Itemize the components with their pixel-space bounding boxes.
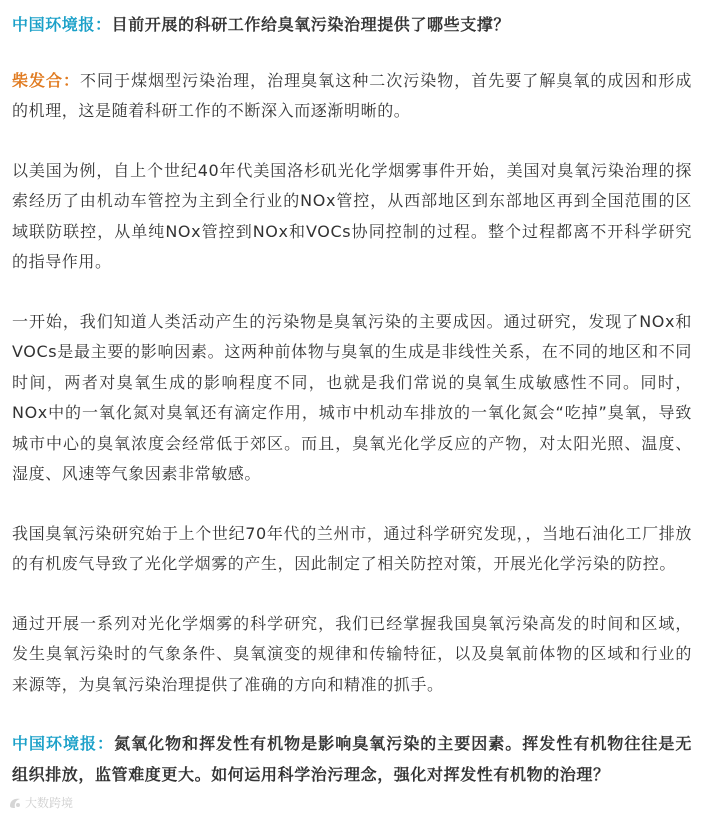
paragraph-us-example: 以美国为例，自上个世纪40年代美国洛杉矶光化学烟雾事件开始，美国对臭氧污染治理的探索经历了由机动车管控为主到全行业的NOx管控，从西部地区到东部地区再到全国范围的区域联防联控，从单纯NOx管控到NOx和VOCs协同控制的过程。整个过程都离不开科学研究的指导作用。 bbox=[12, 160, 692, 271]
interviewer-label: 中国环境报： bbox=[12, 15, 112, 34]
brand-logo-icon bbox=[8, 796, 22, 810]
answer-1-text: 不同于煤烟型污染治理，治理臭氧这种二次污染物，首先要了解臭氧的成因和形成的机理，这是随着科研工作的不断深入而逐渐明晰的。 bbox=[12, 70, 692, 120]
interviewee-label: 柴发合： bbox=[12, 70, 81, 90]
article-body bbox=[12, 10, 692, 790]
watermark bbox=[8, 794, 73, 811]
interviewer-label-2: 中国环境报： bbox=[12, 734, 115, 753]
answer-1 bbox=[12, 66, 692, 127]
question-1 bbox=[12, 10, 692, 41]
paragraph-lanzhou-research: 我国臭氧污染研究始于上个世纪70年代的兰州市，通过科学研究发现，，当地石油化工厂排放的有机废气导致了光化学烟雾的产生，因此制定了相关防控对策，开展光化学污染的防控。 bbox=[12, 523, 692, 573]
question-2-text: 氮氧化物和挥发性有机物是影响臭氧污染的主要因素。挥发性有机物往往是无组织排放，监管难度更大。如何运用科学治污理念，强化对挥发性有机物的治理？ bbox=[12, 734, 692, 784]
question-1-text: 目前开展的科研工作给臭氧污染治理提供了哪些支撑？ bbox=[111, 15, 511, 34]
paragraph-research-findings: 一开始，我们知道人类活动产生的污染物是臭氧污染的主要成因。通过研究，发现了NOx和VOCs是最主要的影响因素。这两种前体物与臭氧的生成是非线性关系，在不同的地区和不同时间，两者对臭氧生成的影响程度不同，也就是我们常说的臭氧生成敏感性不同。同时，NOx中的一氧化氮对臭氧还有滴定作用，城市中机动车排放的一氧化氮会“吃掉”臭氧，导致城市中心的臭氧浓度会经常低于郊区。而且，臭氧光化学反应的产物，对太阳光照、温度、湿度、风速等气象因素非常敏感。 bbox=[12, 311, 692, 483]
paragraph-photochemical-smog: 通过开展一系列对光化学烟雾的科学研究，我们已经掌握我国臭氧污染高发的时间和区域，发生臭氧污染时的气象条件、臭氧演变的规律和传输特征，以及臭氧前体物的区域和行业的来源等，为臭氧污染治理提供了准确的方向和精准的抓手。 bbox=[12, 613, 692, 694]
watermark-text: 大数跨境 bbox=[25, 796, 74, 810]
question-2 bbox=[12, 729, 692, 790]
